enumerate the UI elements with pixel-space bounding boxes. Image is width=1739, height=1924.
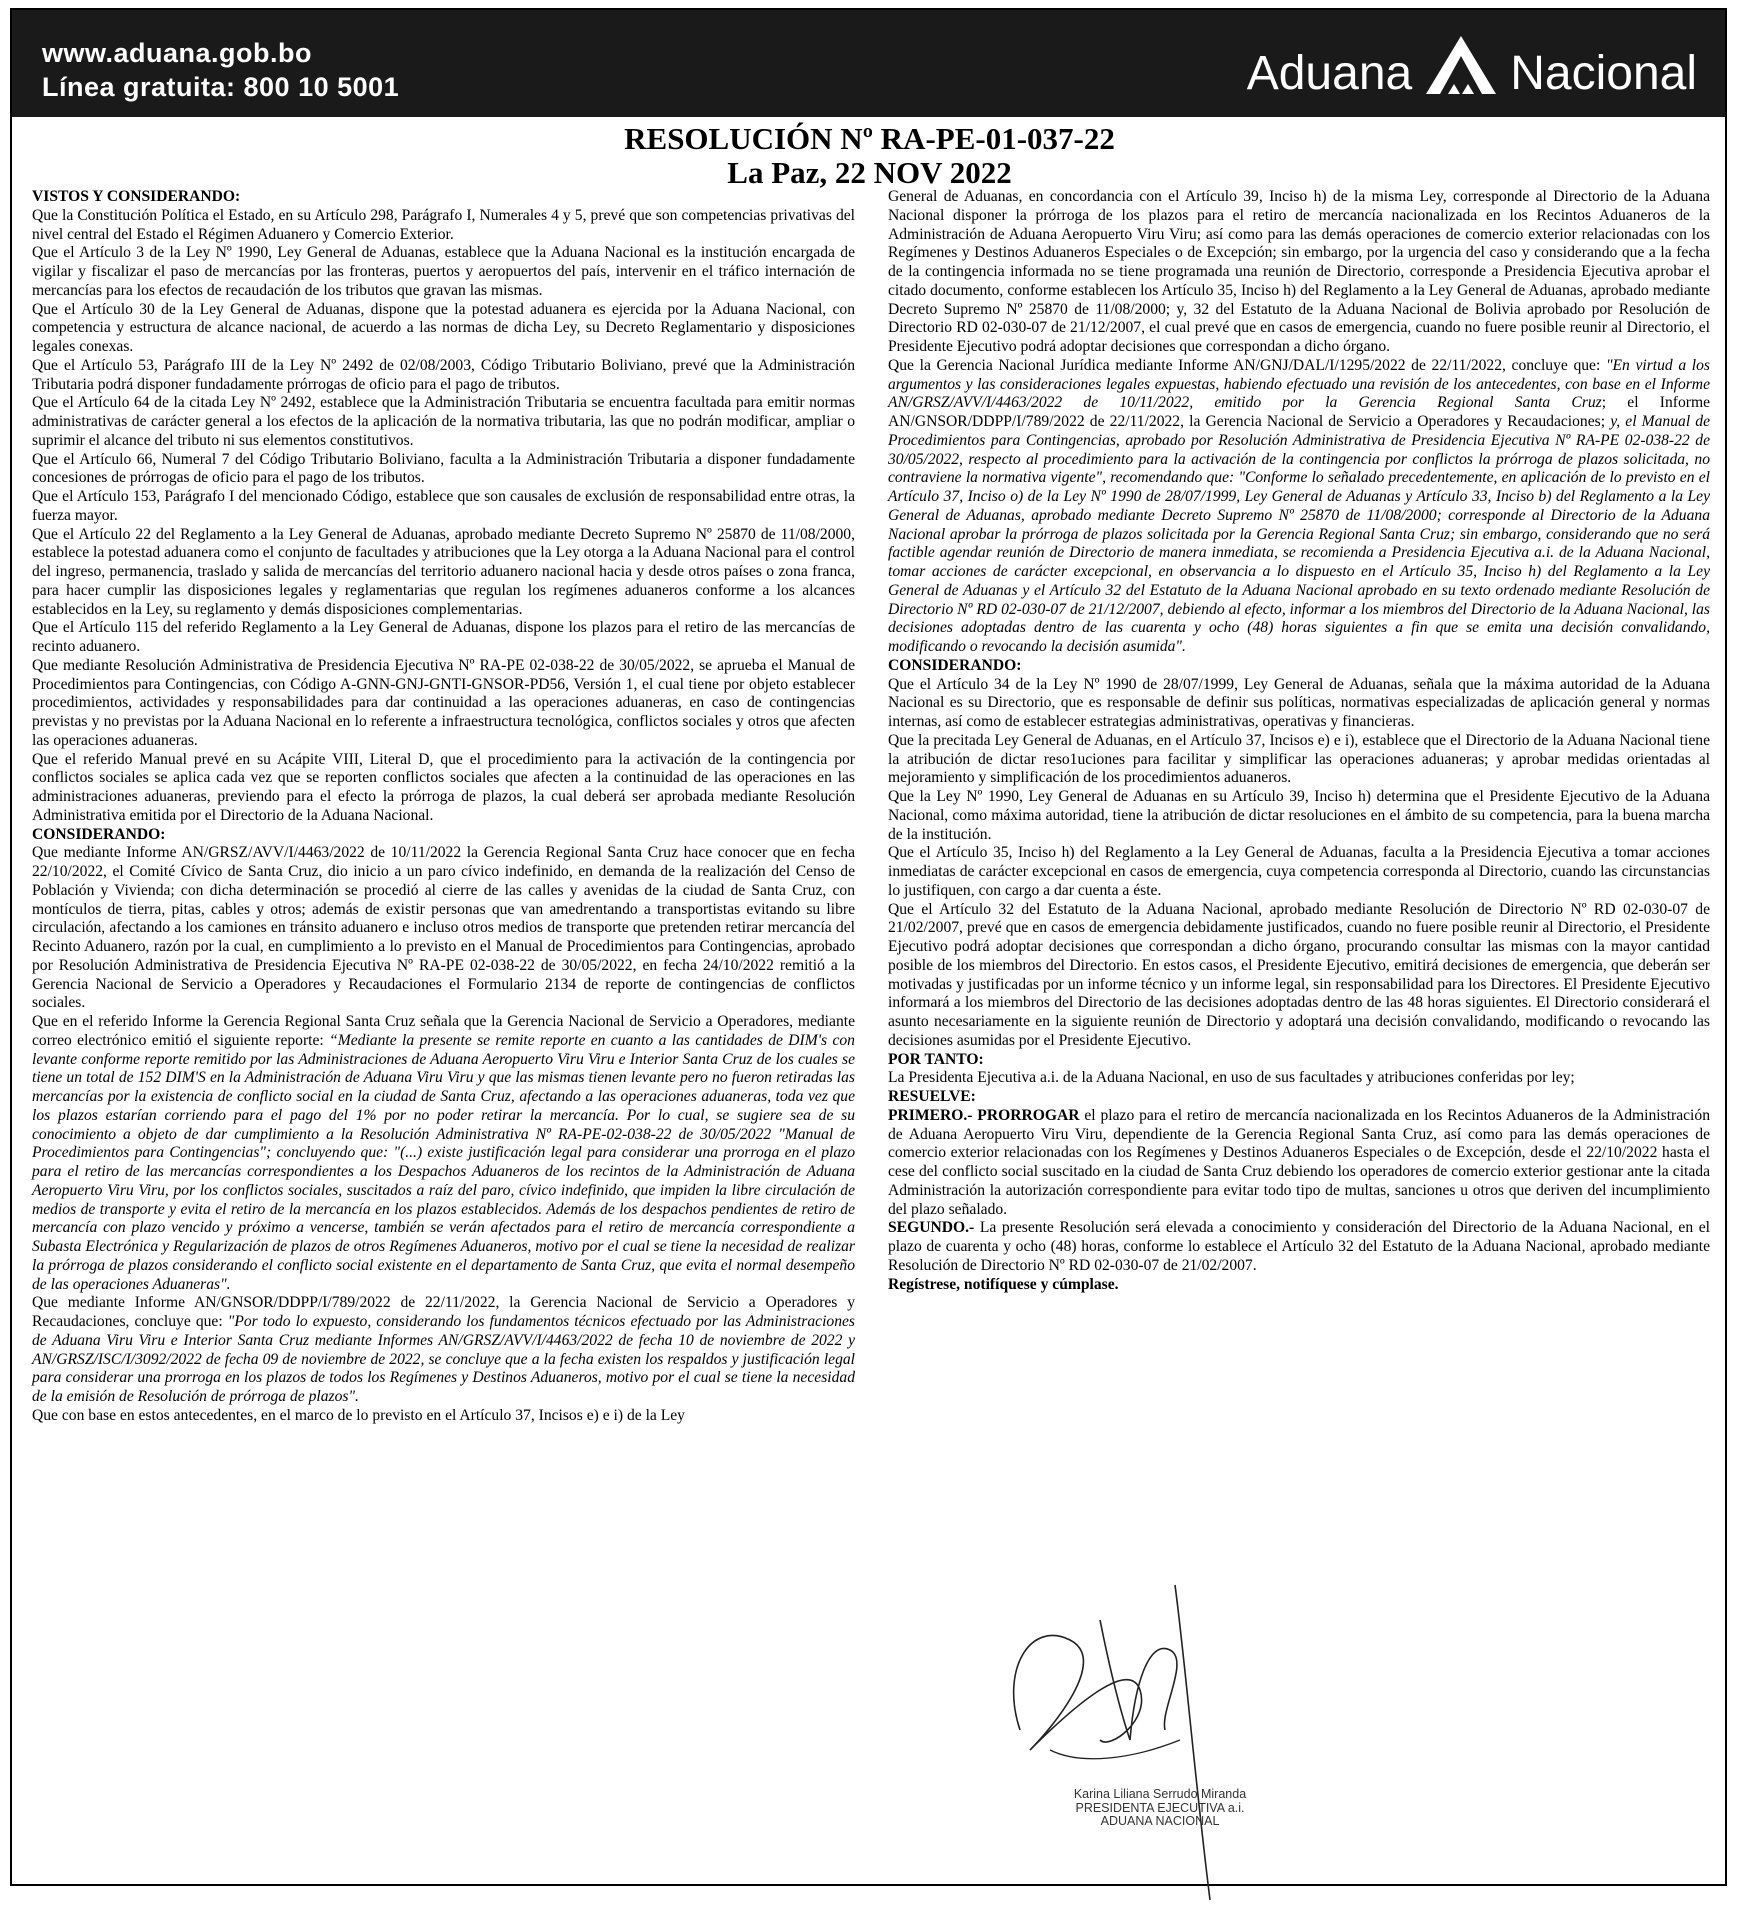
logo-word-nacional: Nacional (1510, 47, 1697, 100)
article-body: La presente Resolución será elevada a conocimiento y consideración del Directorio de la Aduana Nacional, en el plazo de cuarenta y ocho (48) horas, conforme lo establece el Artículo 32 del Estatuto de la Aduana Nacional, aprobado mediante Resolución de Directorio Nº RD 02-030-07 de 21/02/2007. (888, 1219, 1710, 1274)
paragraph: Que el referido Manual prevé en su Acápite VIII, Literal D, que el procedimiento para la activación de la contingencia por conflictos sociales se aplica cada vez que se reporten conflictos sociales que afecten a la continuidad de las operaciones en las administraciones aduaneras, previendo para el efecto la prórroga de plazos, la cual deberá ser aprobada mediante Resolución Administrativa emitida por el Directorio de la Aduana Nacional. (32, 750, 855, 824)
paragraph-middle: ; el Informe AN/GNSOR/DDPP/I/789/2022 de 22/11/2022, la Gerencia Nacional de Servicio a Operadores y Recaudaciones; (888, 394, 1710, 430)
signatory-org: ADUANA NACIONAL (1100, 1814, 1220, 1828)
paragraph: Que el Artículo 32 del Estatuto de la Aduana Nacional, aprobado mediante Resolución de Directorio Nº RD 02-030-07 de 21/02/2007, prevé que en casos de emergencia debidamente justificados, cuando no fuere posible reunir al Directorio, el Presidente Ejecutivo podrá adoptar decisiones que correspondan a dicho órgano, procurando consultar las mismas con la mayor cantidad posible de los miembros del Directorio. En estos casos, el Presidente Ejecutivo, emitirá decisiones de emergencia, que deberán ser motivadas y justificadas por un informe técnico y un informe legal, sin responsabilidad para los Directores. El Presidente Ejecutivo informará a los miembros del Directorio de las decisiones adoptadas dentro de las 48 horas siguientes. El Directorio considerará el asunto necesariamente en la siguiente reunión de Directorio y adoptará una decisión convalidando, modificando o revocando las decisiones asumidas por el Presidente Ejecutivo. (888, 900, 1710, 1049)
right-column (888, 188, 1710, 1294)
paragraph: Que la precitada Ley General de Aduanas, en el Artículo 37, Incisos e) e i), establece que el Directorio de la Aduana Nacional tiene la atribución de dictar reso1uciones para facilitar y simplificar las operaciones aduaneras; y aprobar medidas orientadas al mejoramiento y simplificación de los procedimientos aduaneros. (888, 731, 1710, 787)
website-link[interactable]: www.aduana.gob.bo (42, 38, 312, 68)
quoted-report: “Mediante la presente se remite reporte en cuanto a las cantidades de DIM's con levante conforme reporte remitido por las Administraciones de Aduana Aeropuerto Viru Viru e Interior Santa Cruz de los cuales se tiene un total de 152 DIM'S en la Administración de Aduana Viru Viru y que las mismas tienen levante pero no fueron retiradas las mercancías por la existencia de conflicto social en la ciudad de Santa Cruz, afectando a las operaciones aduaneras, toda vez que los plazos estarían corriendo para el pago del 1% por no poder retirar la mercancía. Por lo cual, se sugiere sea de su conocimiento a objeto de dar cumplimiento a la Resolución Administrativa Nº RA-PE-02-038-22 de 30/05/2022 "Manual de Procedimientos para Contingencias"; concluyendo que: "(...) existe justificación legal para considerar una prorroga en el plazo para el retiro de las mercancías correspondientes a los Despachos Aduaneros de los recintos de la Administración de Aduana Aeropuerto Viru Viru, por los conflictos sociales, suscitados a raíz del paro, cívico indefinido, que impiden la libre circulación de medios de transporte y evita el retiro de la mercancía en los plazos establecidos. Además de los despachos pendientes de retiro de mercancía con plazo vencido y próximo a vencerse, también se verán afectados para el retiro de mercancía correspondiente a Subasta Electrónica y Regularización de plazos de otros Regímenes Aduaneros, motivo por el cual se tiene la necesidad de realizar la prórroga de plazos considerando el conflicto social existente en el departamento de Santa Cruz, que evita el normal desempeño de las operaciones Aduaneras". (32, 1031, 855, 1293)
paragraph-lead: Que mediante Informe AN/GNSOR/DDPP/I/789/2022 de 22/11/2022, la Gerencia Nacional de Servicio a Operadores y Recaudaciones, concluye que: (32, 1294, 855, 1330)
paragraph (32, 1294, 855, 1407)
paragraph: Que el Artículo 35, Inciso h) del Reglamento a la Ley General de Aduanas, faculta a la Presidencia Ejecutiva a tomar acciones inmediatas de carácter excepcional en casos de emergencia, cuya competencia corresponda al Directorio, cuando las circunstancias lo justifiquen, con cargo a dar cuenta a éste. (888, 844, 1710, 899)
quoted-report: "Por todo lo expuesto, considerando los fundamentos técnicos efectuado por las Administraciones de Aduana Viru Viru e Interior Santa Cruz mediante Informes AN/GRSZ/AVV/I/4463/2022 de fecha 10 de noviembre de 2022 y AN/GRSZ/ISC/I/3092/2022 de fecha 09 de noviembre de 2022, se concluye que a la fecha existen los respaldos y justificación legal para considerar una prorroga en los plazos de todos los Regímenes y Destinos Aduaneros, motivo por el cual se tiene la necesidad de la emisión de Resolución de prórroga de plazos". (32, 1313, 855, 1405)
section-heading: CONSIDERANDO: (888, 656, 1022, 674)
signatory-name: Karina Liliana Serrudo Miranda (1073, 1787, 1247, 1801)
header-bar (12, 10, 1725, 117)
section-heading: POR TANTO: (888, 1050, 984, 1068)
paragraph (888, 1219, 1710, 1275)
quoted-report: "En virtud a los argumentos y las consideraciones legales expuestas, habiendo efectuado una revisión de los antecedentes, con base en el Informe AN/GRSZ/AVV/I/4463/2022 de 10/11/2022, emitido por la Gerencia Regional Santa Cruz (888, 356, 1711, 412)
article-label: PRIMERO.- PRORROGAR (888, 1106, 1080, 1124)
paragraph: Que la Constitución Política el Estado, en su Artículo 298, Parágrafo I, Numerales 4 y 5, prevé que son competencias privativas del nivel central del Estado el Régimen Aduanero y Comercio Exterior. (32, 206, 855, 243)
paragraph (32, 1013, 855, 1294)
left-column (32, 188, 855, 1426)
article-body: el plazo para el retiro de mercancía nacionalizada en los Recintos Aduaneros de la Administración de Aduana Aeropuerto Viru Viru, dependiente de la Gerencia Regional Santa Cruz, así como para las demás operaciones de comercio exterior relacionadas con los Regímenes y Destinos Aduaneros Especiales o de Excepción, desde el 22/10/2022 hasta el cese del conflicto social suscitado en la ciudad de Santa Cruz debiendo los operadores de comercio exterior gestionar ante la citada Administración la autorización correspondiente para evitar todo tipo de multas, sanciones u otros que deriven del incumplimiento del plazo señalado. (888, 1106, 1710, 1218)
handwritten-signature (960, 1580, 1380, 1910)
paragraph (888, 1107, 1710, 1220)
paragraph: Que el Artículo 22 del Reglamento a la Ley General de Aduanas, aprobado mediante Decreto Supremo Nº 25870 de 11/08/2000, establece la potestad aduanera como el conjunto de facultades y atribuciones que la Ley otorga a la Aduana Nacional para el control del ingreso, permanencia, traslado y salida de mercancías del territorio aduanero nacional hacia y desde otros países o zona franca, para hacer cumplir las disposiciones legales y reglamentarias que regulan los regímenes aduaneros conforme a los alcances establecidos en la Ley, su reglamento y demás disposiciones complementarias. (32, 525, 855, 618)
signatory-role: PRESIDENTA EJECUTIVA a.i. (1075, 1801, 1245, 1815)
paragraph-lead: Que la Gerencia Nacional Jurídica mediante Informe AN/GNJ/DAL/I/1295/2022 de 22/11/2022, concluye que: (888, 356, 1606, 374)
aduana-logo (1247, 38, 1697, 98)
paragraph: La Presidenta Ejecutiva a.i. de la Aduana Nacional, en uso de sus facultades y atribuciones conferidas por ley; (888, 1069, 1575, 1087)
paragraph-lead: Que en el referido Informe la Gerencia Regional Santa Cruz señala que la Gerencia Nacional de Servicio a Operadores, mediante correo electrónico emitió el siguiente reporte: (32, 1013, 855, 1049)
signature-block (960, 1580, 1380, 1910)
paragraph: Que el Artículo 66, Numeral 7 del Código Tributario Boliviano, faculta a la Administración Tributaria a disponer fundadamente concesiones de prórrogas de oficio para el pago de los tributos. (32, 450, 855, 487)
paragraph: Que el Artículo 153, Parágrafo I del mencionado Código, establece que son causales de exclusión de responsabilidad entre otras, la fuerza mayor. (32, 488, 855, 524)
article-label: SEGUNDO.- (888, 1219, 975, 1237)
paragraph: Que el Artículo 34 de la Ley Nº 1990 de 28/07/1999, Ley General de Aduanas, señala que la máxima autoridad de la Aduana Nacional es su Directorio, que es responsable de definir sus políticas, normativas especializadas de aplicación general y normas internas, así como de establecer estrategias administrativas, operativas y financieras. (888, 675, 1710, 730)
paragraph: General de Aduanas, en concordancia con el Artículo 39, Inciso h) de la misma Ley, corresponde al Directorio de la Aduana Nacional disponer la prórroga de los plazos para el retiro de mercancía nacionalizada en los Recintos Aduaneros de la Administración de Aduana Aeropuerto Viru Viru; así como para las demás operaciones de comercio exterior relacionadas con los Regímenes y Destinos Aduaneros Especiales o de Excepción; sin embargo, por la urgencia del caso y considerando que a la fecha de la contingencia informada no se tiene programada una reunión de Directorio, corresponde a Presidencia Ejecutiva aprobar el citado documento, conforme establecen los Artículo 35, Inciso h) del Reglamento a la Ley General de Aduanas, aprobado mediante Decreto Supremo Nº 25870 de 11/08/2000; y, 32 del Estatuto de la Aduana Nacional de Bolivia aprobado por Resolución de Directorio RD 02-030-07 de 21/12/2007, el cual prevé que en casos de emergencia, cuando no fuere posible reunir al Directorio, el Presidente Ejecutivo podrá adoptar decisiones que correspondan a dicho órgano. (888, 188, 1710, 355)
hotline-text: Línea gratuita: 800 10 5001 (42, 72, 400, 102)
paragraph: Que el Artículo 30 de la Ley General de Aduanas, dispone que la potestad aduanera es ejercida por la Aduana Nacional, con competencia y estructura de alcance nacional, de acuerdo a las normas de dicha Ley, su Decreto Reglamentario y disposiciones legales conexas. (32, 300, 855, 355)
quoted-report: y, el Manual de Procedimientos para Contingencias, aprobado por Resolución Administrativa de Presidencia Ejecutiva Nº RA-PE 02-038-22 de 30/05/2022, respecto al procedimiento para la activación de la contingencia por conflictos la prórroga de plazos solicitada, no contraviene la normativa vigente", recomendando que: "Conforme lo señalado precedentemente, en aplicación de lo previsto en el Artículo 37, Inciso o) de la Ley Nº 1990 de 28/07/1999, Ley General de Aduanas y Artículo 33, Inciso b) del Reglamento a la Ley General de Aduanas, aprobado mediante Decreto Supremo Nº 25870 de 11/08/2000; corresponde al Directorio de la Aduana Nacional aprobar la prórroga de plazos solicitada por la Gerencia Regional Santa Cruz; sin embargo, considerando que no será factible agendar reunión de Directorio de manera inmediata, se recomienda a Presidencia Ejecutiva a.i. de la Aduana Nacional, tomar acciones de carácter excepcional, en observancia a lo dispuesto en el Artículo 35, Inciso h) del Reglamento a la Ley General de Aduanas y el Artículo 32 del Estatuto de la Aduana Nacional aprobado en su texto ordenado mediante Resolución de Directorio Nº RD 02-030-07 de 21/12/2007, debiendo al efecto, informar a los miembros del Directorio de la Aduana Nacional, las decisiones adoptadas dentro de las cuarenta y ocho (48) horas siguientes a fin que se emita una decisión convalidando, modificando o revocando la decisión asumida". (888, 413, 1711, 655)
resolution-title: RESOLUCIÓN Nº RA-PE-01-037-22 (624, 121, 1115, 156)
logo-mountain-icon (1424, 34, 1498, 96)
paragraph: Que el Artículo 64 de la citada Ley Nº 2492, establece que la Administración Tributaria se encuentra facultada para emitir normas administrativas de carácter general a los efectos de la aplicación de la normativa tributaria, las que no podrán modificar, ampliar o suprimir el alcance del tributo ni sus elementos constitutivos. (32, 394, 855, 449)
section-heading: RESUELVE: (888, 1088, 976, 1105)
paragraph: Que el Artículo 115 del referido Reglamento a la Ley General de Aduanas, dispone los plazos para el retiro de las mercancías de recinto aduanero. (32, 619, 855, 655)
paragraph: Que el Artículo 3 de la Ley Nº 1990, Ley General de Aduanas, establece que la Aduana Nacional es la institución encargada de vigilar y fiscalizar el paso de mercancías por las fronteras, puertos y aeropuertos del país, intervenir en el tráfico internación de mercancías para los efectos de recaudación de los tributos que gravan las mismas. (32, 244, 855, 299)
paragraph: Que el Artículo 53, Parágrafo III de la Ley Nº 2492 de 02/08/2003, Código Tributario Boliviano, prevé que la Administración Tributaria podrá disponer fundadamente prórrogas de oficio para el pago de tributos. (32, 356, 855, 393)
paragraph: Que con base en estos antecedentes, en el marco de lo previsto en el Artículo 37, Incisos e) e i) de la Ley (32, 1406, 685, 1424)
paragraph (888, 357, 1710, 657)
paragraph: Que la Ley Nº 1990, Ley General de Aduanas en su Artículo 39, Inciso h) determina que el Presidente Ejecutivo de la Aduana Nacional, como máxima autoridad, tiene la atribución de dictar resoluciones en el ámbito de su competencia, para la buena marcha de la institución. (888, 788, 1710, 843)
logo-word-aduana: Aduana (1246, 47, 1413, 100)
closing-line: Regístrese, notifíquese y cúmplase. (888, 1275, 1119, 1293)
resolution-date: La Paz, 22 NOV 2022 (727, 155, 1012, 190)
section-heading: CONSIDERANDO: (32, 825, 166, 843)
paragraph: Que mediante Informe AN/GRSZ/AVV/I/4463/2022 de 10/11/2022 la Gerencia Regional Santa Cruz hace conocer que en fecha 22/10/2022, el Comité Cívico de Santa Cruz, dio inicio a un paro cívico indefinido, en demanda de la realización del Censo de Población y Vivienda; con dicha determinación se procedió al cierre de las calles y avenidas de la ciudad de Santa Cruz, con montículos de tierra, pitas, cables y otros; además de existir personas que van amedrentando a transportistas evitando su libre circulación, afectando a los camiones en tránsito aduanero e incluso otros medios de transporte que pretenden retirar mercancía del Recinto Aduanero, razón por la cual, en cumplimiento a lo previsto en el Manual de Procedimientos para Contingencias, aprobado por Resolución Administrativa de Presidencia Ejecutiva Nº RA-PE 02-038-22 de 30/05/2022, en fecha 24/10/2022 remitió a la Gerencia Nacional de Servicio a Operadores y Recaudaciones el Formulario 2134 de reporte de contingencias de conflictos sociales. (32, 844, 855, 1012)
section-heading: VISTOS Y CONSIDERANDO: (32, 188, 241, 205)
paragraph: Que mediante Resolución Administrativa de Presidencia Ejecutiva Nº RA-PE 02-038-22 de 30/05/2022, se aprueba el Manual de Procedimientos para Contingencias, con Código A-GNN-GNJ-GNTI-GNSOR-PD56, Versión 1, el cual tiene por objeto establecer procedimientos, actividades y responsabilidades para dar continuidad a las operaciones aduaneras, en caso de contingencias previstas y no previstas por la Aduana Nacional en lo referente a infraestructura tecnológica, conflictos sociales y otros que afecten las operaciones aduaneras. (32, 656, 855, 749)
